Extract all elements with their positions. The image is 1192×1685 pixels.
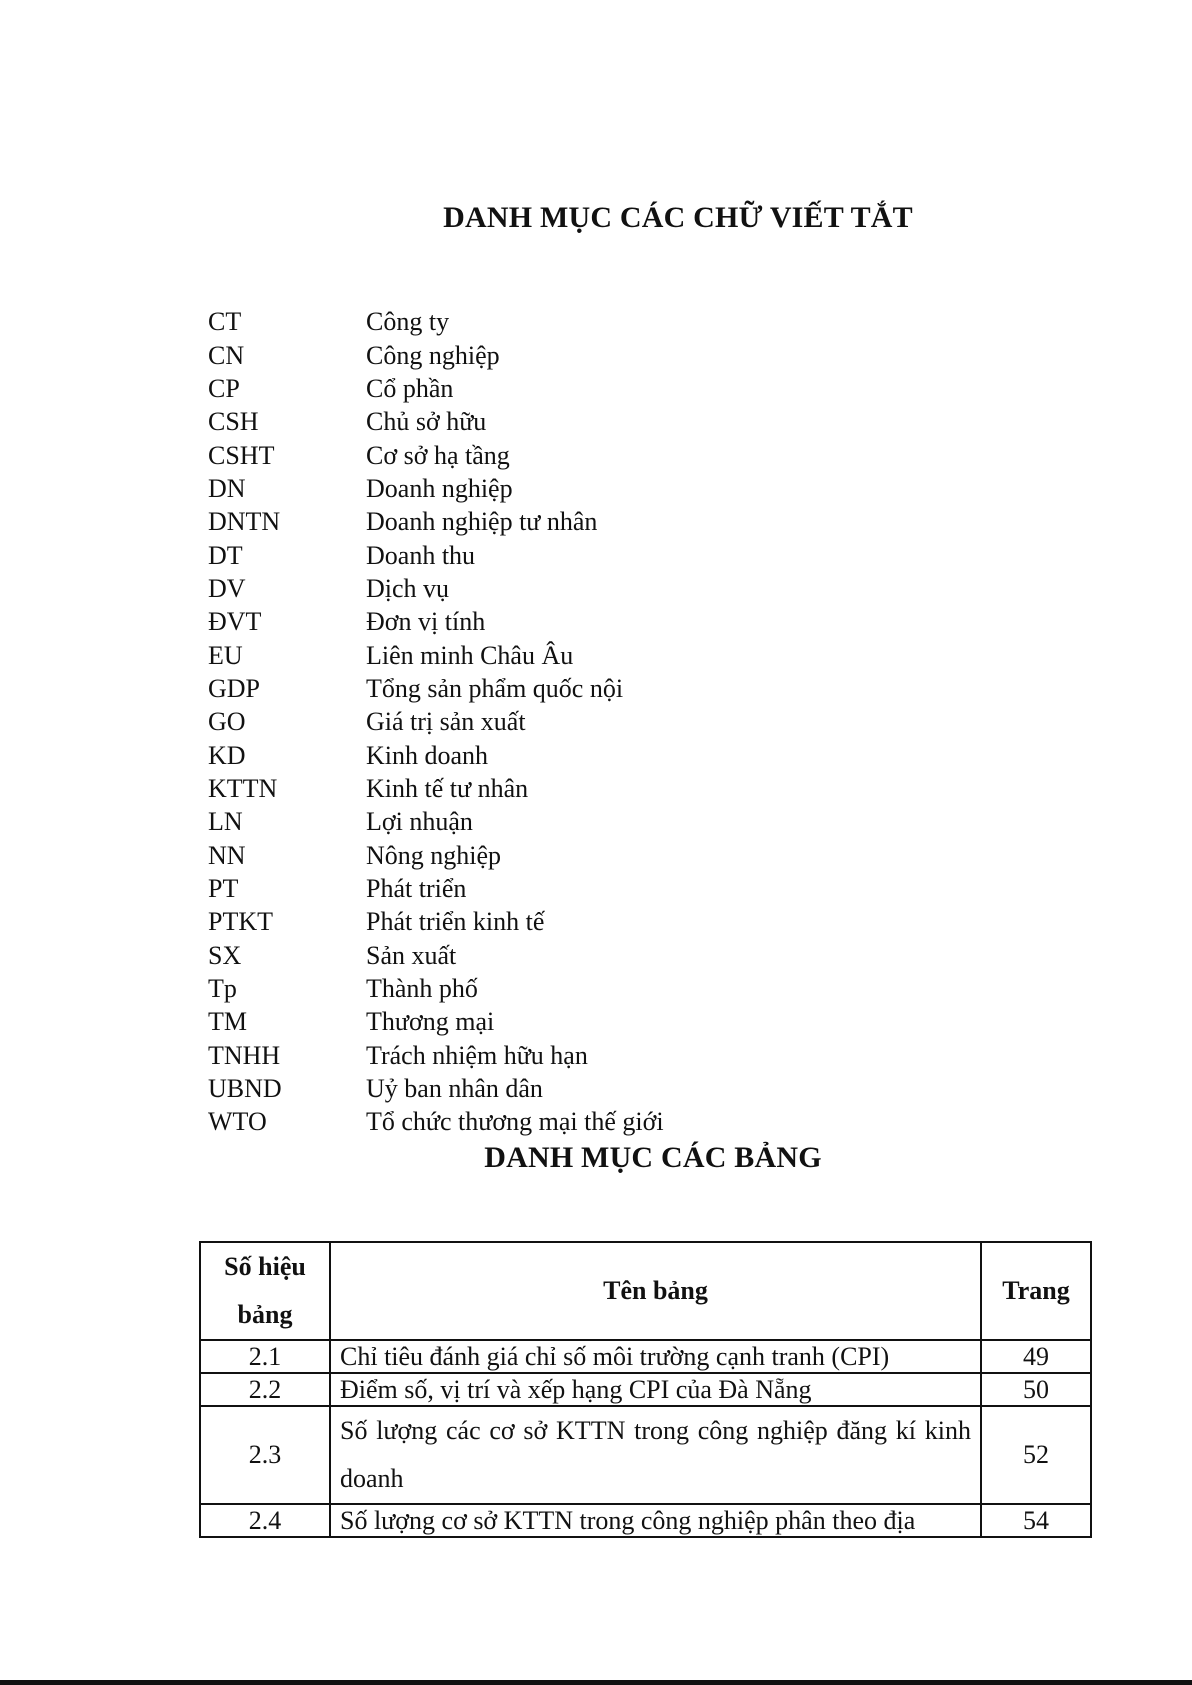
abbreviation-row bbox=[208, 638, 908, 671]
table-row bbox=[200, 1504, 1091, 1537]
row-name: Số lượng các cơ sở KTTN trong công nghiệp đăng kí kinh doanh bbox=[330, 1406, 981, 1504]
abbreviation-row bbox=[208, 405, 908, 438]
abbreviation-code: TNHH bbox=[208, 1040, 281, 1070]
abbreviation-row bbox=[208, 538, 908, 571]
abbreviation-code: CT bbox=[208, 307, 242, 337]
abbreviation-meaning: Phát triển kinh tế bbox=[366, 907, 545, 937]
abbreviation-code: CSH bbox=[208, 407, 259, 437]
abbreviation-code: NN bbox=[208, 840, 246, 870]
abbreviation-code: GDP bbox=[208, 673, 261, 703]
abbreviation-row bbox=[208, 572, 908, 605]
abbreviation-code: KD bbox=[208, 740, 246, 770]
abbreviation-code: DT bbox=[208, 540, 243, 570]
abbreviation-code: EU bbox=[208, 640, 243, 670]
abbreviations-title: DANH MỤC CÁC CHỮ VIẾT TẮT bbox=[443, 201, 913, 234]
row-number: 2.2 bbox=[200, 1373, 330, 1406]
abbreviation-meaning: Kinh doanh bbox=[366, 740, 489, 770]
abbreviation-meaning: Nông nghiệp bbox=[366, 840, 502, 870]
abbreviation-row bbox=[208, 738, 908, 771]
abbreviation-code: PT bbox=[208, 874, 239, 904]
abbreviation-meaning: Thành phố bbox=[366, 974, 478, 1004]
abbreviation-meaning: Đơn vị tính bbox=[366, 607, 486, 637]
abbreviation-code: TM bbox=[208, 1007, 247, 1037]
row-page: 50 bbox=[981, 1373, 1091, 1406]
abbreviation-row bbox=[208, 1072, 908, 1105]
row-page: 52 bbox=[981, 1406, 1091, 1504]
abbreviation-row bbox=[208, 705, 908, 738]
abbreviation-row bbox=[208, 305, 908, 338]
abbreviation-code: SX bbox=[208, 940, 242, 970]
abbreviation-meaning: Sản xuất bbox=[366, 940, 457, 970]
abbreviation-code: DN bbox=[208, 473, 246, 503]
abbreviation-meaning: Doanh nghiệp tư nhân bbox=[366, 507, 598, 537]
abbreviation-meaning: Tổ chức thương mại thế giới bbox=[366, 1107, 664, 1137]
abbreviation-code: WTO bbox=[208, 1107, 267, 1137]
abbreviation-meaning: Trách nhiệm hữu hạn bbox=[366, 1040, 588, 1070]
header-number-line2: bảng bbox=[237, 1300, 293, 1329]
abbreviation-code: DV bbox=[208, 573, 246, 603]
row-name: Số lượng cơ sở KTTN trong công nghiệp phân theo địa bbox=[330, 1504, 981, 1537]
tables-title: DANH MỤC CÁC BẢNG bbox=[484, 1141, 822, 1174]
abbreviation-row bbox=[208, 672, 908, 705]
abbreviation-code: GO bbox=[208, 707, 246, 737]
table-row bbox=[200, 1340, 1091, 1373]
abbreviation-meaning: Công ty bbox=[366, 307, 450, 337]
row-number: 2.4 bbox=[200, 1504, 330, 1537]
abbreviation-code: UBND bbox=[208, 1074, 282, 1104]
row-page: 54 bbox=[981, 1504, 1091, 1537]
row-name: Điểm số, vị trí và xếp hạng CPI của Đà Nẵng bbox=[330, 1373, 981, 1406]
row-number: 2.3 bbox=[200, 1406, 330, 1504]
abbreviation-meaning: Chủ sở hữu bbox=[366, 407, 487, 437]
abbreviation-meaning: Doanh thu bbox=[366, 540, 476, 570]
abbreviation-row bbox=[208, 1105, 908, 1138]
row-name: Chỉ tiêu đánh giá chỉ số môi trường cạnh tranh (CPI) bbox=[330, 1340, 981, 1373]
abbreviation-meaning: Uỷ ban nhân dân bbox=[366, 1074, 543, 1104]
abbreviation-code: ĐVT bbox=[208, 607, 262, 637]
abbreviation-meaning: Kinh tế tư nhân bbox=[366, 773, 529, 803]
row-number: 2.1 bbox=[200, 1340, 330, 1373]
abbreviation-meaning: Liên minh Châu Âu bbox=[366, 640, 574, 670]
abbreviation-meaning: Cơ sở hạ tầng bbox=[366, 440, 510, 470]
abbreviation-code: Tp bbox=[208, 974, 237, 1004]
abbreviation-code: CSHT bbox=[208, 440, 275, 470]
abbreviation-code: DNTN bbox=[208, 507, 281, 537]
abbreviation-meaning: Lợi nhuận bbox=[366, 807, 473, 837]
abbreviation-meaning: Dịch vụ bbox=[366, 573, 450, 603]
abbreviation-row bbox=[208, 939, 908, 972]
abbreviation-row bbox=[208, 805, 908, 838]
abbreviation-row bbox=[208, 972, 908, 1005]
abbreviation-row bbox=[208, 872, 908, 905]
header-number bbox=[200, 1242, 330, 1340]
abbreviation-row bbox=[208, 338, 908, 371]
table-row bbox=[200, 1406, 1091, 1504]
abbreviation-meaning: Cổ phần bbox=[366, 373, 454, 403]
page-bottom-rule bbox=[0, 1680, 1192, 1685]
abbreviation-row bbox=[208, 505, 908, 538]
abbreviation-code: KTTN bbox=[208, 773, 278, 803]
table-header-row bbox=[200, 1242, 1091, 1340]
abbreviation-meaning: Doanh nghiệp bbox=[366, 473, 513, 503]
abbreviation-code: PTKT bbox=[208, 907, 273, 937]
abbreviation-meaning: Thương mại bbox=[366, 1007, 495, 1037]
header-name: Tên bảng bbox=[330, 1242, 981, 1340]
table-row bbox=[200, 1373, 1091, 1406]
abbreviation-row bbox=[208, 1039, 908, 1072]
abbreviation-code: CN bbox=[208, 340, 245, 370]
header-page: Trang bbox=[981, 1242, 1091, 1340]
abbreviation-row bbox=[208, 839, 908, 872]
header-number-line1: Số hiệu bbox=[224, 1252, 306, 1281]
abbreviation-row bbox=[208, 1005, 908, 1038]
abbreviation-meaning: Giá trị sản xuất bbox=[366, 707, 526, 737]
abbreviation-row bbox=[208, 905, 908, 938]
abbreviation-meaning: Tổng sản phẩm quốc nội bbox=[366, 673, 624, 703]
abbreviation-meaning: Phát triển bbox=[366, 874, 467, 904]
tables-list bbox=[199, 1241, 1092, 1538]
abbreviation-row bbox=[208, 605, 908, 638]
abbreviation-code: LN bbox=[208, 807, 243, 837]
abbreviations-list bbox=[208, 305, 908, 1139]
abbreviation-meaning: Công nghiệp bbox=[366, 340, 500, 370]
abbreviation-row bbox=[208, 372, 908, 405]
abbreviation-row bbox=[208, 472, 908, 505]
abbreviation-code: CP bbox=[208, 373, 240, 403]
abbreviation-row bbox=[208, 772, 908, 805]
row-page: 49 bbox=[981, 1340, 1091, 1373]
abbreviation-row bbox=[208, 438, 908, 471]
